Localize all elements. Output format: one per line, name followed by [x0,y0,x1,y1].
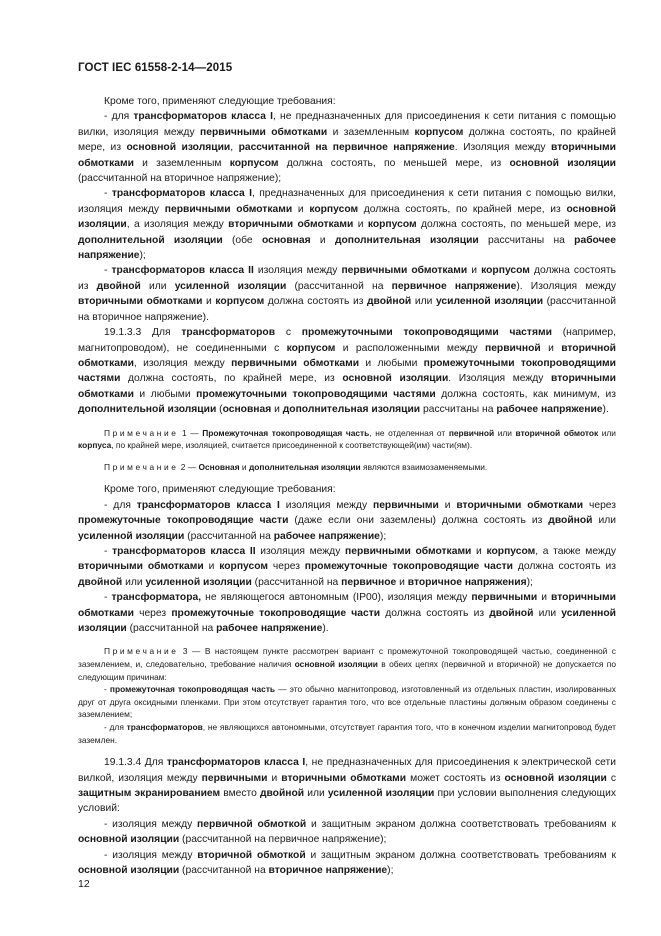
bold-term: рассчитанной на первичное напряжение [238,142,455,154]
bold-term: Промежуточная токопроводящая часть [202,427,370,438]
spacer [78,473,616,482]
text-run: , не предназначенных для присоединения к сети питания с помощью вилки, изоляция между [78,111,616,138]
bold-term: первичными обмотками [200,126,328,138]
document-header: ГОСТ IEC 61558-2-14—2015 [78,62,233,74]
text-run: (рассчитанной на [126,622,217,634]
text-run: и расположенными между [335,342,485,354]
bold-term: двойной [367,296,412,308]
text-run: , а изоляция между [126,219,229,231]
bold-term: дополнительная изоляции [248,461,361,472]
text-run: (рассчитанной на [286,280,392,292]
bold-term: промежуточные токопроводящие части [304,561,513,573]
text-run: (рассчитанной на вторичное напряжение). [78,296,616,323]
text-run: - для [104,721,127,732]
bold-term: двойной [78,576,123,588]
bold-term: первичное [341,576,397,588]
bold-term: основной изоляции [78,864,180,876]
text-run: должна состоять, по крайней мере, из [358,203,567,215]
paragraph [78,263,616,325]
bold-term: усиленной изоляции [174,280,287,292]
text-run: через [133,607,172,619]
spacer [78,452,616,461]
bold-term: вторичными обмотками [228,219,354,231]
text-run: . Изоляция между [448,373,552,385]
text-run: - изоляция между [104,818,198,830]
text-run: и защитным экраном должна соответствовать требованиям к [306,818,616,830]
text-run: изоляция между [279,499,373,511]
text-run: рассчитаны на [478,234,575,246]
bold-term: вторичное напряжения [407,576,527,588]
text-run: ); [139,250,146,262]
text-run: и [310,234,335,246]
bold-term: первичное напряжение [391,280,517,292]
text-run: (рассчитанной на [251,576,342,588]
text-run: и [267,772,282,784]
note-paragraph [78,721,616,746]
paragraph [78,848,616,879]
bold-term: вторичными обмотками [281,772,407,784]
bold-term: рабочее напряжение [273,530,380,542]
text-run: , не отделенная от [369,427,449,438]
bold-term: основной изоляции [126,142,231,154]
bold-term: трансформаторов класса II [111,265,254,277]
text-run: и [467,265,482,277]
bold-term: двойной [548,515,593,527]
text-run: - изоляция между [104,849,198,861]
text-run: ); [379,530,387,542]
bold-term: основной изоляции [294,658,378,669]
bold-term: промежуточные токопроводящие части [171,607,381,619]
text-run: , предназначенных для присоединения к сети питания с помощью вилки, изоляция между [78,188,616,215]
paragraph [78,817,616,848]
text-run: - [104,684,110,695]
text-run: (рассчитанной на первичное напряжение); [179,834,387,846]
text-run: 19.1.3.4 Для [104,757,167,769]
text-run: и [203,561,220,573]
bold-term: корпусом [229,157,279,169]
bold-term: первичными обмотками [231,357,360,369]
text-run: 1 — [178,427,203,438]
text-run: ). Изоляция между [516,280,617,292]
bold-term: трансформаторов [126,721,203,732]
bold-term: дополнительной изоляции [78,234,223,246]
text-run: и [202,296,216,308]
bold-term: основной изоляции [504,772,607,784]
bold-term: корпусом [414,126,464,138]
text-run: или [533,607,562,619]
text-run: или [598,427,616,438]
text-run: и [353,219,368,231]
paragraph [78,325,616,417]
text-run: и [540,342,562,354]
text-run: через [268,561,305,573]
bold-term: вторичными обмотками [78,373,616,400]
text-run: и [396,576,408,588]
text-run: должна состоять, по меньшей мере, из [416,219,616,231]
text-run: должна состоять, по крайней мере, из [120,373,343,385]
bold-term: основная [222,404,272,416]
page-number: 12 [78,878,90,890]
text-run: может состоять из [406,772,505,784]
text-run: Кроме того, применяют следующие требования: [104,96,336,107]
bold-term: первичными обмотками [341,265,468,277]
bold-term: усиленной изоляции [435,296,544,308]
text-run: ). [322,622,329,634]
bold-term: первичной обмоткой [197,818,307,830]
bold-term: промежуточными токопроводящими частями [301,327,552,339]
bold-term: корпуса [78,440,112,451]
bold-term: основной изоляции [78,834,180,846]
bold-term: усиленной изоляции [78,607,617,634]
note-paragraph [78,645,616,683]
bold-term: дополнительная изоляции [334,234,479,246]
text-run: и [292,203,310,215]
text-run: и защитным экраном должна соответствовать требованиям к [305,849,616,861]
text-run: или [592,515,616,527]
text-run: с [275,327,302,339]
note-label: Примечание [104,427,179,438]
text-run: или [304,787,328,799]
bold-term: рабочее напряжение [216,622,323,634]
text-run: (рассчитанной на [179,864,269,876]
text-run: рассчитаны на [420,404,497,416]
text-run: и [271,404,283,416]
bold-term: вторичными обмотками [78,296,203,308]
bold-term: Основная [198,461,240,472]
bold-term: усиленной изоляции [327,787,435,799]
text-run: (обе [222,234,262,246]
text-run: или [494,427,516,438]
note-paragraph [78,461,616,474]
bold-term: трансформаторов [181,327,276,339]
text-run: ( [216,404,223,416]
note-paragraph [78,427,616,452]
text-run: и заземленным [327,126,415,138]
text-run: . Изоляция между [454,142,552,154]
text-run: - [104,592,112,604]
text-run: (рассчитанной на [184,530,274,542]
paragraph [78,186,616,263]
bold-term: корпусом [215,296,265,308]
note-label: Примечание [104,646,179,657]
text-run: должна состоять из [512,561,616,573]
text-run: и любыми [133,388,197,400]
bold-term: трансформаторов класса I [133,111,273,123]
bold-term: корпусом [219,561,269,573]
bold-term: вторичное напряжение [268,864,388,876]
bold-term: промежуточные токопроводящие части [78,515,289,527]
text-run: - для [104,111,134,123]
paragraph [78,109,616,186]
text-run: - для [104,499,137,511]
text-run: при условии выполнения следующих условий: [78,787,617,815]
text-run: являются взаимозаменяемыми. [360,461,488,472]
text-run: должна состоять, как минимум, из [435,388,616,400]
text-run: через [583,499,617,511]
bold-term: вторичной обмоток [515,427,599,438]
bold-term: корпусом [286,342,336,354]
text-run: (например, магнитопроводом), не соединенными с [78,327,617,354]
text-run: , не предназначенных для присоединения к электрической сети вилкой, изоляция между [78,757,617,784]
bold-term: промежуточными токопроводящими частями [78,357,616,385]
bold-term: дополнительная изоляции [282,404,421,416]
text-run: изоляция между [253,265,342,277]
bold-term: рабочее напряжение [496,404,603,416]
text-run: — это обычно магнитопровод, изготовленный из отдельных пластин, изолированных друг от друга оксидными пленками. При этом отсутствует гарантия того, что все отдельные пластины должным образом соединены с заземлением; [78,684,616,720]
bold-term: вторичной обмоткой [197,849,306,861]
text-run: должна состоять из [264,296,368,308]
bold-term: основной изоляции [509,157,616,169]
text-run: ); [526,576,533,588]
text-run: , изоляция между [133,357,232,369]
bold-term: двойной [489,607,534,619]
text-run: изоляция между [255,545,345,557]
text-run: и [471,545,487,557]
paragraph [78,755,616,817]
bold-term: промежуточными токопроводящими частями [196,388,436,400]
text-run: или [122,576,146,588]
bold-term: вторичными обмотками [456,499,584,511]
bold-term: основная [261,234,311,246]
bold-term: усиленной изоляции [145,576,252,588]
text-run: и заземленным [133,157,230,169]
text-run: с [606,772,616,784]
bold-term: вторичными обмотками [78,561,204,573]
bold-term: трансформаторов класса I [111,188,252,200]
text-run: - [104,545,113,557]
bold-term: первичными [372,499,439,511]
spacer [78,418,616,427]
bold-term: корпусом [486,545,536,557]
bold-term: корпусом [481,265,530,277]
text-run: (даже если они заземлены) должна состоять из [288,515,549,527]
text-run: 19.1.3.3 Для [104,327,182,339]
text-run: и [537,592,552,604]
text-run: или [411,296,436,308]
bold-term: основной изоляции [342,373,449,385]
bold-term: корпусом [309,203,359,215]
text-run: ); [387,864,394,876]
bold-term: двойной [96,280,141,292]
text-run: и [438,499,457,511]
text-run: Кроме того, применяют следующие требования: [104,484,336,496]
bold-term: защитным экранированием [78,787,221,799]
bold-term: первичными [201,772,268,784]
bold-term: вторичными обмотками [78,142,616,169]
text-run: или [140,280,175,292]
spacer [78,746,616,755]
paragraph [78,482,616,497]
text-run: , а также между [535,545,617,557]
bold-term: корпусом [367,219,417,231]
spacer [78,636,616,645]
bold-term: рабочее напряжение [78,234,617,262]
paragraph [78,94,616,109]
text-run: - [104,188,112,200]
text-run: - [104,265,112,277]
bold-term: трансформаторов класса I [166,757,306,769]
text-run: должна состоять, по меньшей мере, из [278,157,510,169]
bold-term: первичной [448,427,495,438]
text-run: , не являющихся автономными, отсутствует гарантия того, что в конечном изделии магнитопровод будет заземлен. [78,721,616,745]
bold-term: промежуточная токопроводящая часть [109,684,276,695]
note-label: Примечание [104,461,179,472]
bold-term: основной изоляции [78,203,617,231]
text-run: должна состоять из [78,265,616,292]
text-run: 2 — [178,461,199,472]
text-run: вместо [220,787,260,799]
bold-term: трансформаторов класса II [112,545,256,557]
text-run: (рассчитанной на вторичное напряжение); [78,173,282,185]
text-run: ). [602,404,609,416]
bold-term: усиленной изоляции [78,530,185,542]
bold-term: трансформатора, [111,592,202,604]
text-run: 3 — В настоящем пункте рассмотрен вариант с промежуточной токопроводящей частью, соединенной с заземлением, и, следовательно, требование наличия [78,646,616,669]
bold-term: дополнительной изоляции [78,404,217,416]
text-run: не являющегося автономным (IP00), изоляция между [201,592,472,604]
bold-term: первичной [484,342,541,354]
note-paragraph [78,683,616,721]
bold-term: двойной [259,787,305,799]
text-run: , [230,142,239,154]
bold-term: первичными обмотками [345,545,472,557]
paragraph [78,590,616,636]
paragraph [78,498,616,544]
text-run: в обеих цепях (первичной и вторичной) не допускается по следующим причинам: [78,658,616,682]
text-run: и [239,461,249,472]
bold-term: трансформаторов класса I [136,499,280,511]
document-body [78,94,616,878]
text-run: и любыми [359,357,424,369]
bold-term: первичными [471,592,538,604]
bold-term: первичными обмотками [164,203,293,215]
bold-term: вторичными обмотками [78,592,616,619]
text-run: должна состоять, по крайней мере, из [78,126,616,154]
bold-term: вторичной обмотками [78,342,617,369]
paragraph [78,544,616,590]
text-run: , по крайней мере, изоляцией, считается присоединенной к соответствующей(им) части(ям). [111,440,473,451]
text-run: должна состоять из [380,607,490,619]
